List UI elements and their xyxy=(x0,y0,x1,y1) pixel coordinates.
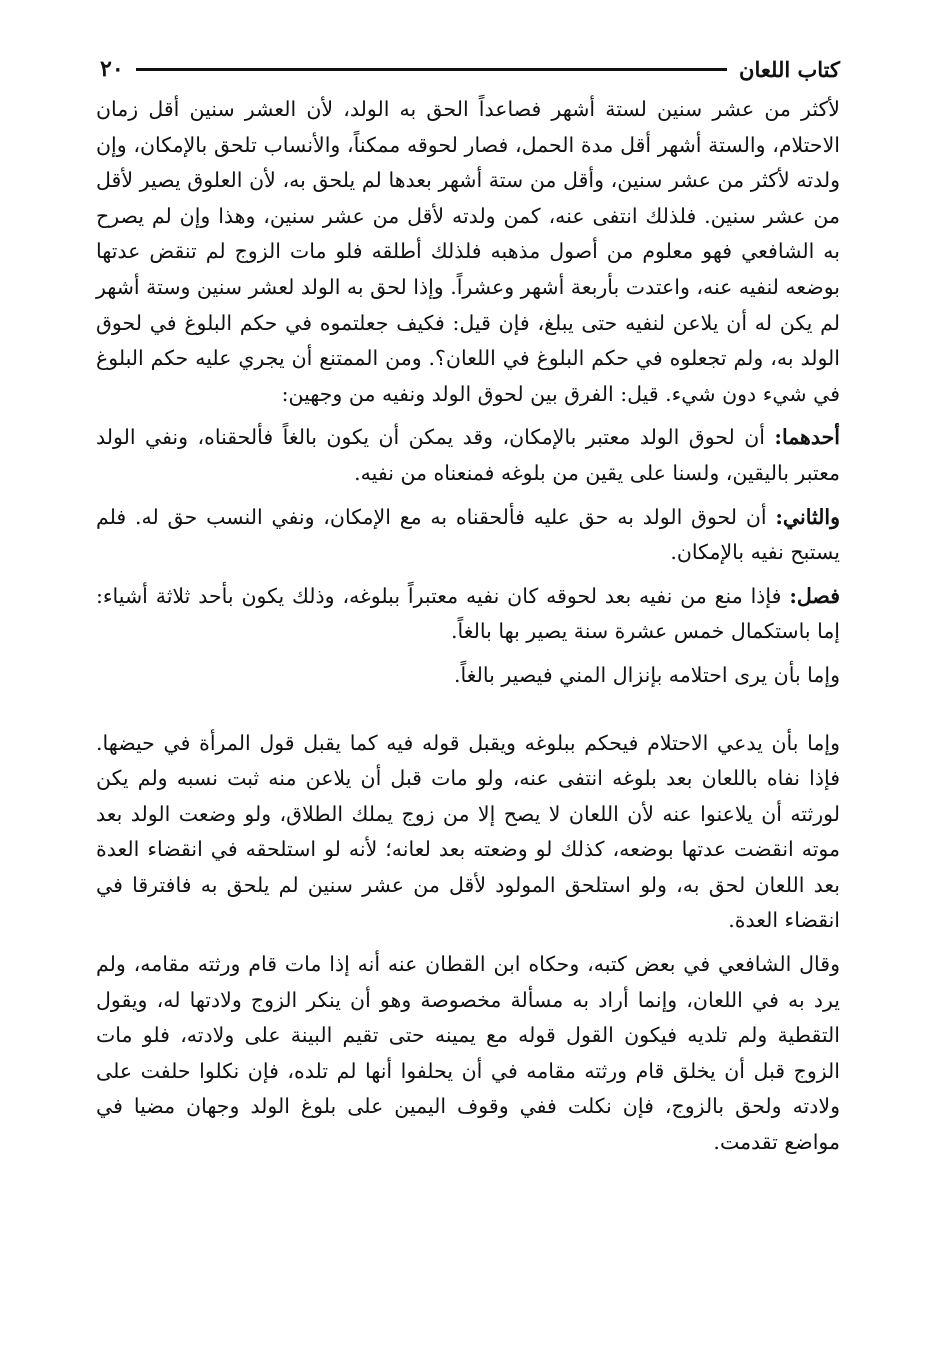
document-page xyxy=(96,52,840,1161)
paragraph-text: فإذا منع من نفيه بعد لحوقه كان نفيه معتبراً ببلوغه، وذلك يكون بأحد ثلاثة أشياء: إما باستكمال خمس عشرة سنة يصير بها بالغاً. xyxy=(96,583,840,644)
paragraph-text: لأكثر من عشر سنين لستة أشهر فصاعداً الحق به الولد، لأن العشر سنين أقل زمان الاحتلام، والستة أشهر أقل مدة الحمل، فصار لحوقه ممكناً، والأنساب تلحق بالإمكان، وإن ولدته لأكثر من عشر سنين، وأقل من ستة أشهر بعدها لم يلحق به، لأن العلوق يصير لأقل من عشر سنين. فلذلك انتفى عنه، كمن ولدته لأقل من عشر سنين، وهذا وإن لم يصرح به الشافعي فهو معلوم من أصول مذهبه فلذلك أطلقه فلو مات الزوج لم تنقض عدتها بوضعه لنفيه عنه، واعتدت بأربعة أشهر وعشراً. وإذا لحق به الولد لعشر سنين وستة أشهر لم يكن له أن يلاعن لنفيه حتى يبلغ، فإن قيل: فكيف جعلتموه في حكم البلوغ في لحوق الولد به، ولم تجعلوه في حكم البلوغ في اللعان؟. ومن الممتنع أن يجري عليه حكم البلوغ في شيء دون شيء. قيل: الفرق بين لحوق الولد ونفيه من وجهين: xyxy=(96,97,840,406)
paragraph-text: وإما بأن يدعي الاحتلام فيحكم ببلوغه ويقبل قوله فيه كما يقبل قول المرأة في حيضها. فإذا نفاه باللعان بعد بلوغه انتفى عنه، ولو مات قبل أن يلاعن منه ثبت نسبه ولم يكن لورثته أن يلاعنوا عنه لأن اللعان لا يصح إلا من زوج يملك الطلاق، ولو وضعت الولد بعد موته انقضت عدتها بوضعه، كذلك لو وضعته بعد لعانه؛ لأنه لو استلحقه في انقضاء العدة بعد اللعان لحق به، ولو استلحق المولود لأقل من عشر سنين لم يلحق به فافترقا في انقضاء العدة. xyxy=(96,730,840,933)
paragraph-ihtilam xyxy=(96,658,840,694)
paragraph-lead: أحدهما: xyxy=(774,425,840,450)
paragraph-shafii xyxy=(96,947,840,1161)
paragraph-text: أن لحوق الولد به حق عليه فألحقناه به مع الإمكان، ونفي النسب حق له. فلم يستبح نفيه بالإمكان. xyxy=(96,504,840,565)
header-rule xyxy=(136,68,727,71)
paragraph-lead: فصل: xyxy=(789,583,840,608)
paragraph-second-reason xyxy=(96,500,840,571)
paragraph-section xyxy=(96,579,840,650)
paragraph-claim xyxy=(96,726,840,940)
running-header xyxy=(96,52,840,86)
paragraph-first-reason xyxy=(96,420,840,491)
paragraph-text: أن لحوق الولد معتبر بالإمكان، وقد يمكن أن يكون بالغاً فألحقناه، ونفي الولد معتبر باليقين، ولسنا على يقين من بلوغه فمنعناه من نفيه. xyxy=(96,425,840,485)
paragraph-text: وإما بأن يرى احتلامه بإنزال المني فيصير بالغاً. xyxy=(454,662,840,687)
paragraph-1 xyxy=(96,92,840,412)
paragraph-text: وقال الشافعي في بعض كتبه، وحكاه ابن القطان عنه أنه إذا مات قام ورثته مقامه، ولم يرد به في اللعان، وإنما أراد به مسألة مخصوصة وهو أن ينكر الزوج ولادتها له، ويقول التقطية ولم تلديه فيكون القول قوله مع يمينه حتى تقيم البينة على ولادته، فلو مات الزوج قبل أن يخلق قام ورثته مقامه في أن يحلفوا أنها لم تلده، فإن نكلوا حلفت على ولادته ولحق بالزوج، فإن نكلت ففي وقوف اليمين على بلوغ الولد وجهان مضيا في مواضع تقدمت. xyxy=(96,952,840,1155)
paragraph-lead: والثاني: xyxy=(775,504,840,529)
page-number: ٢٠ xyxy=(100,56,124,82)
book-title: كتاب اللعان xyxy=(739,56,840,82)
